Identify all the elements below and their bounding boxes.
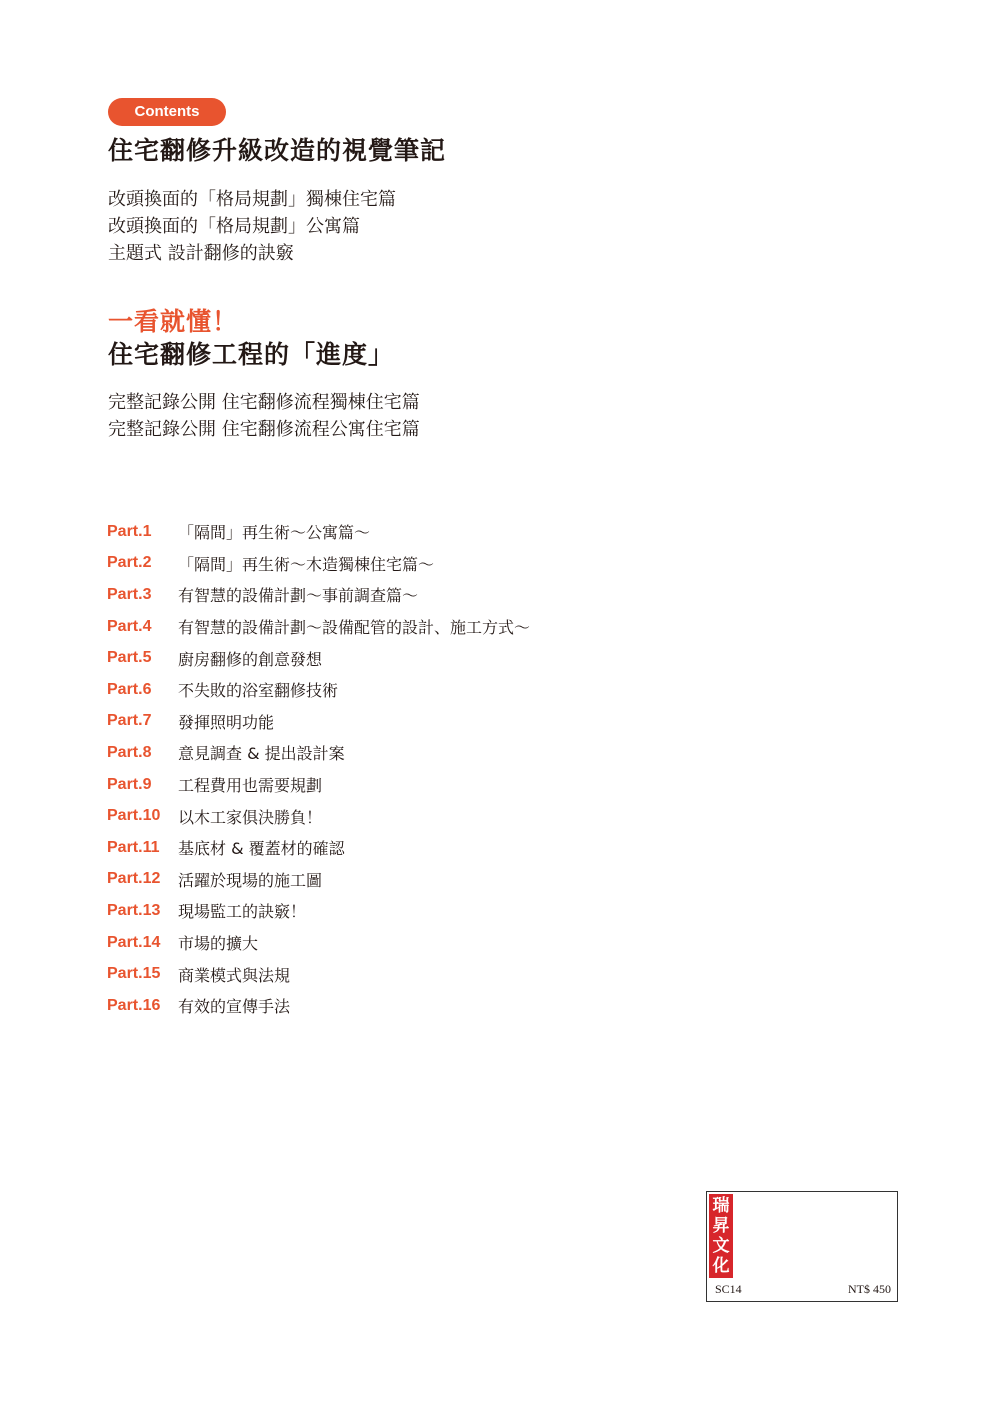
part-row	[107, 642, 530, 674]
section1-list	[108, 186, 396, 267]
part-number: Part.13	[107, 901, 161, 919]
part-row	[107, 832, 530, 864]
parts-list	[107, 516, 530, 1022]
part-number: Part.5	[107, 649, 152, 667]
part-title: 不失敗的浴室翻修技術	[178, 681, 339, 701]
part-title: 工程費用也需要規劃	[178, 776, 323, 796]
part-title: 有智慧的設備計劃～設備配管的設計、施工方式～	[178, 618, 531, 638]
part-number: Part.1	[107, 522, 152, 540]
part-number: Part.3	[107, 585, 152, 603]
part-row	[107, 706, 530, 738]
part-number: Part.14	[107, 933, 161, 951]
part-number: Part.10	[107, 807, 161, 825]
publisher-logo-char: 文	[712, 1236, 730, 1256]
part-row	[107, 579, 530, 611]
part-number: Part.6	[107, 680, 152, 698]
list-item: 完整記錄公開 住宅翻修流程獨棟住宅篇	[108, 392, 420, 413]
part-title: 基底材 & 覆蓋材的確認	[178, 839, 345, 859]
part-row	[107, 737, 530, 769]
part-row	[107, 958, 530, 990]
part-title: 「隔間」再生術～木造獨棟住宅篇～	[178, 554, 435, 574]
contents-tag: Contents	[108, 98, 226, 126]
part-row	[107, 516, 530, 548]
part-row	[107, 769, 530, 801]
publisher-logo-char: 瑞	[712, 1196, 730, 1216]
list-item: 改頭換面的「格局規劃」公寓篇	[108, 216, 360, 237]
publisher-box	[706, 1191, 898, 1302]
part-title: 意見調查 & 提出設計案	[178, 744, 345, 764]
part-number: Part.16	[107, 996, 161, 1014]
section2-accent-title: 一看就懂！	[108, 307, 239, 336]
publisher-logo-char: 昇	[712, 1216, 730, 1236]
section1-title: 住宅翻修升級改造的視覺筆記	[108, 136, 447, 165]
part-row	[107, 864, 530, 896]
part-title: 市場的擴大	[178, 934, 259, 954]
part-title: 「隔間」再生術～公寓篇～	[178, 523, 371, 543]
list-item: 改頭換面的「格局規劃」獨棟住宅篇	[108, 189, 396, 210]
part-title: 有效的宣傳手法	[178, 997, 291, 1017]
part-row	[107, 674, 530, 706]
part-row	[107, 990, 530, 1022]
part-title: 現場監工的訣竅！	[178, 902, 307, 922]
section2-list	[108, 389, 420, 443]
part-number: Part.4	[107, 617, 152, 635]
part-row	[107, 548, 530, 580]
part-number: Part.15	[107, 965, 161, 983]
list-item: 完整記錄公開 住宅翻修流程公寓住宅篇	[108, 419, 420, 440]
part-title: 以木工家俱決勝負！	[178, 807, 323, 827]
part-title: 廚房翻修的創意發想	[178, 649, 323, 669]
publisher-logo	[709, 1194, 733, 1278]
publisher-logo-char: 化	[712, 1256, 730, 1276]
part-number: Part.12	[107, 870, 161, 888]
part-title: 發揮照明功能	[178, 712, 275, 732]
book-code: SC14	[715, 1282, 742, 1296]
part-number: Part.11	[107, 838, 160, 856]
part-number: Part.8	[107, 743, 152, 761]
section2-title: 住宅翻修工程的「進度」	[108, 340, 395, 369]
part-number: Part.7	[107, 712, 152, 730]
part-number: Part.9	[107, 775, 152, 793]
part-row	[107, 611, 530, 643]
list-item: 主題式 設計翻修的訣竅	[108, 243, 294, 264]
part-row	[107, 927, 530, 959]
part-title: 有智慧的設備計劃～事前調查篇～	[178, 586, 419, 606]
part-title: 活躍於現場的施工圖	[178, 870, 323, 890]
book-price: NT$ 450	[848, 1282, 891, 1296]
part-title: 商業模式與法規	[178, 965, 291, 985]
part-row	[107, 895, 530, 927]
part-row	[107, 800, 530, 832]
part-number: Part.2	[107, 554, 152, 572]
